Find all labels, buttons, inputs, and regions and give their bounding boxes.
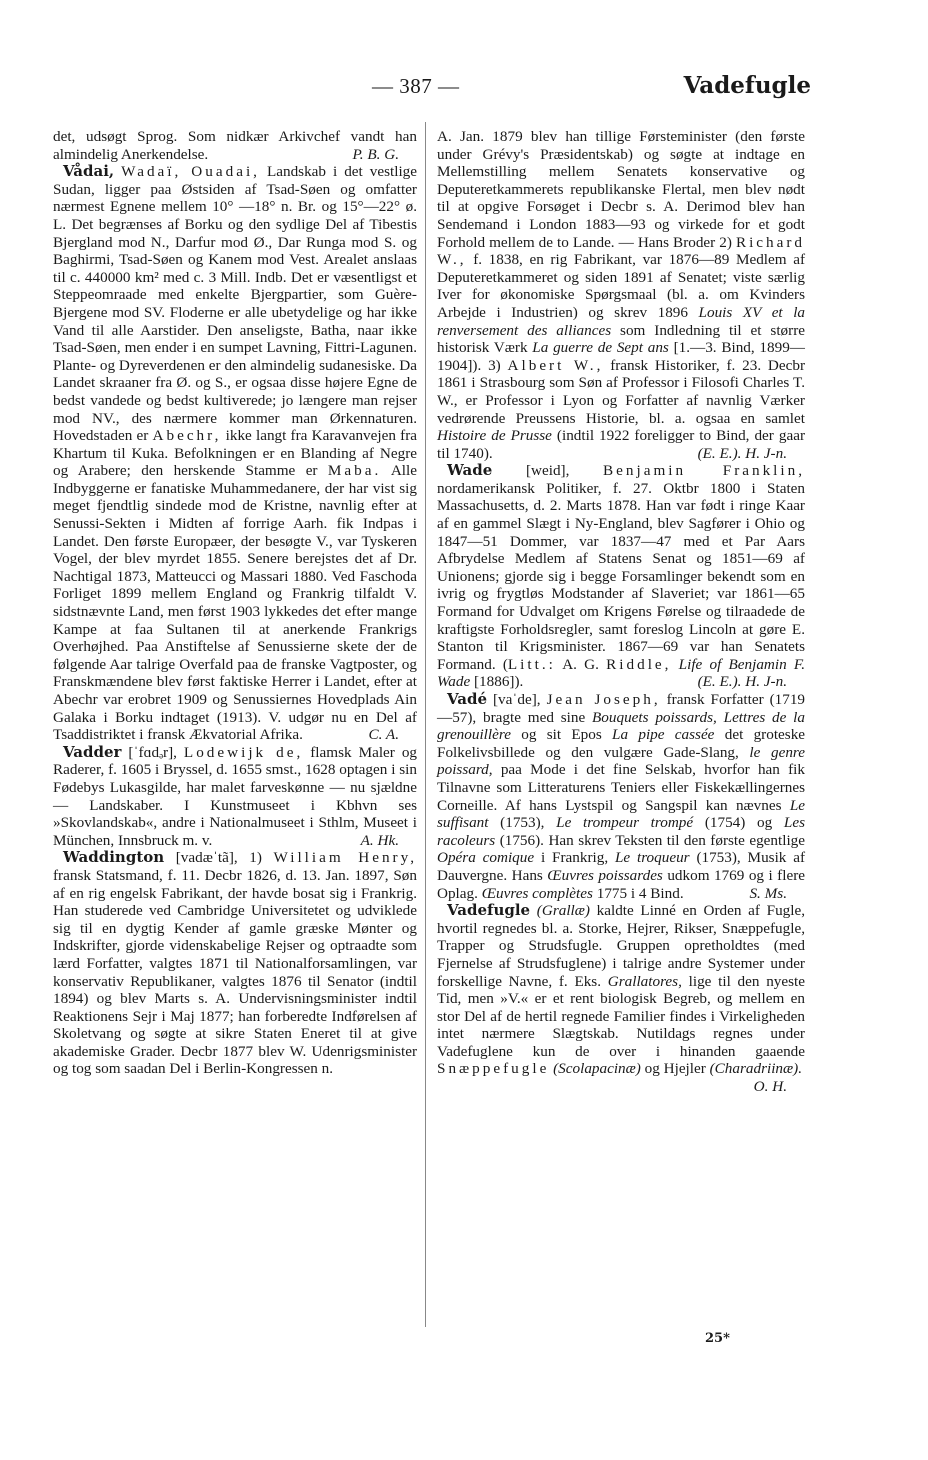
entry-continuation: det, udsøgt Sprog. Som nidkær Arkivchef vandt han almindelig Anerkendelse. P. B. G.: [53, 128, 417, 163]
left-column: [53, 128, 417, 1078]
entry-vadefugle: Vadefugle (Grallæ) kaldte Linné en Orden af Fugle, hvortil regnedes bl. a. Storke, Hejrer, Rikser, Snæppefugle, Trapper og Strudsfugle. Gruppen opretholdtes (med Fjernelse af Strudsfuglene) i talrige andre Systemer under forskellige Navne, f. Eks. Grallatores, lige til den nyeste Tid, men »V.« er et rent biologisk Begreb, og mellem en stor Del af de hertil regnede Familier findes i Virkeligheden intet nærmere Slægtskab. Nutildags regnes under Vadefuglene kun de over i hinanden gaaende Snæppefugle (Scolapacinæ) og Hjejler (Charadriinæ). O. H.: [437, 901, 806, 1096]
page-number: — 387 —: [372, 74, 460, 98]
author-signature: P. B. G.: [352, 145, 399, 163]
entry-vade: Vadé [vaˈde], Jean Joseph, fransk Forfatter (1719—57), bragte med sine Bouquets poissards, Lettres de la grenouillère og sit Epos La pipe cassée det groteske Folkelivsbillede og den vulgære Gade-Slang, le genre poissard, paa Mode i det fine Selskab, hvorfor han fik Tilnavne som Litteraturens Teniers eller Fiskekællingernes Corneille. Af hans Lystspil og Sangspil kan nævnes Le suffisant (1753), Le trompeur trompé (1754) og Les racoleurs (1756). Han skrev Teksten til den første egentlige Opéra comique i Frankrig, Le troqueur (1753), Musik af Dauvergne. Hans Œuvres poissardes udkom 1769 og i flere Oplag. Œuvres complètes 1775 i 4 Bind. S. Ms.: [437, 690, 806, 902]
entry-wade: Wade [weid], Benjamin Franklin, nordamerikansk Politiker, f. 27. Oktbr 1800 i Staten Massachusetts, d. 2. Marts 1878. Han var født i ringe Kaar af en gammel Slægt i Ny-England, blev Sagfører i Ohio og 1847—51 Dommer, var 1837—47 med et Par Aars Afbrydelse Medlem af Statens Senat og 1851—69 af Unionens; gjorde sig i begge Forsamlinger bekendt som en ivrig og frygtløs Modstander af Slaveriet; var 1861—65 Formand for Udvalget om Krigens Førelse og tilraadede de kraftigste Forholdsregler, samt foreslog Lincoln at gøre E. Stanton til Krigsminister. 1867—69 var han Senatets Formand. (Litt.: A. G. Riddle, Life of Benjamin F. Wade [1886]). (E. E.). H. J-n.: [437, 461, 806, 691]
headword: Vadder: [63, 742, 122, 761]
author-signature: S. Ms.: [749, 884, 787, 902]
entry-vadai: Vådai, Wadaï, Ouadai, Landskab i det vestlige Sudan, ligger paa Østsiden af Tsad-Søen og omfatter nærmest Egnene mellem 10° —18° n. Br. og 15°—22° ø. L. Det begrænses af Borku og den sydlige Del af Tibestis Bjergland mod N., Darfur mod Ø., Dar Runga mod S. og Baghirmi, Tsad-Søen og Kanem mod Vest. Arealet anslaas til c. 440000 km² med c. 3 Mill. Indb. Det er væsentligst et Steppeomraade med enkelte Bjergpartier, som Guère-Bjergene mod SV. Floderne er alle ubetydelige og har ikke Vand til alle Aarstider. Den anseligste, Batha, naar ikke Tsad-Søen, men ender i en sumpet Lavning, Fittri-Lagunen. Plante- og Dyreverdenen er den almindelig sudanesiske. Da Landet skraaner fra Ø. og S., er ogsaa disse højere Egne de bedst vandede og bedst kultiverede; jo længere man rejser mod NV., des nærmere kommer man Ørkennaturen. Hovedstaden er Abechr, ikke langt fra Karavanvejen fra Khartum til Kuka. Befolkningen er en Blanding af Negre og Arabere; den herskende Stamme er Maba. Alle Indbyggerne er fanatiske Muhammedanere, der har vist sig meget fjendtlig sindede mod de Kristne, navnlig efter at Senussi-Sekten i Midten af forrige Aarh. fik Indpas i Landet. Den første Europæer, der besøgte V., var Tyskeren Vogel, der blev myrdet 1855. Senere berejstes det af Dr. Nachtigal 1873, Matteucci og Massari 1880. Ved Faschoda Forliget 1899 mellem England og Frankrig tilfaldt V. sidstnævnte Land, men først 1903 lykkedes det efter mange Kampe at faa Sultanen til at anerkende Frankrigs Overhøjhed. Paa Anstiftelse af Senussierne skete der de følgende Aar talrige Overfald paa de franske Vagtposter, og Franskmændene blev først faktiske Herrer i Landet, efter at Abechr var erobret 1909 og Senussiernes Hovedplads Ain Galaka i Borku indtaget (1913). V. udgør nu en Del af Tsaddistriktet i fransk Ækvatorial Afrika. C. A.: [53, 162, 418, 744]
author-signature: A. Hk.: [360, 831, 399, 849]
author-signature: (E. E.). H. J-n.: [697, 673, 787, 691]
headword: Waddington: [63, 848, 165, 867]
page-header: [0, 70, 928, 110]
entry-vadder: Vadder [ˈfɑdₔr], Lodewijk de, flamsk Maler og Raderer, f. 1605 i Bryssel, d. 1655 smst., 1628 optagen i sin Fødebys Lukasgilde, har malet farveskønne — nu sjældne — Landskaber. I Kunstmuseet i Kbhvn ses »Skovlandskab«, andre i Nationalmuseet i Sthlm, Museet i München, Innsbruck m. v. A. Hk.: [53, 742, 418, 849]
running-head: Vadefugle: [683, 72, 811, 99]
column-divider: [425, 122, 426, 1327]
author-signature: O. H.: [753, 1078, 787, 1096]
headword: Wade: [447, 461, 493, 480]
author-signature: (E. E.). H. J-n.: [697, 444, 787, 462]
author-signature: C. A.: [368, 726, 399, 744]
headword: Vådai,: [63, 162, 115, 181]
right-column: [437, 128, 805, 1096]
signature-mark: 25*: [705, 1331, 730, 1346]
entry-waddington: Waddington [vadæˈtã], 1) William Henry, fransk Statsmand, f. 11. Decbr 1826, d. 13. Jan. 1897, Søn af en rig engelsk Fabrikant, der havde bosat sig i Frankrig. Han studerede ved Cambridge Universitetet og udviklede sig til en dygtig Kender af gamle græske Mønter og Indskrifter, gjorde videnskabelige Rejser og optraadte som lærd Forfatter, valgtes 1871 til Nationalforsamlingen, var konservativ Republikaner, valgtes 1876 til Senator (indtil 1894) og blev Marts s. A. Undervisningsminister indtil Reaktionens Sejr i Maj 1877; han forberedte Indførelsen af Skoletvang og søgte at sikre Staten Eneret til at give akademiske Grader. Decbr 1877 blev W. Udenrigsminister og tog som saadan Del i Berlin-Kongressen n.: [53, 848, 417, 1078]
headword: Vadefugle: [447, 901, 531, 920]
entry-waddington-cont: A. Jan. 1879 blev han tillige Førsteminister (den første under Grévy's Præsidentskab) og søgte at indtage en Mellemstilling mellem Senatets konservative og Deputeretkammerets republikanske Flertal, men blev nødt til at opgive Forsøget i Decbr s. A. Derimod blev han Sendemand i London 1883—93 og virkede for et godt Forhold mellem de to Lande. — Hans Broder 2) Richard W., f. 1838, en rig Fabrikant, var 1876—89 Medlem af Deputeretkammeret og siden 1891 af Senatet; viste særlig Iver for økonomiske Spørgsmaal (bl. a. om Kvinders Arbejde i Industrien) og skrev 1896 Louis XV et la renversement des alliances som Indledning til et større historisk Værk La guerre de Sept ans [1.—3. Bind, 1899—1904]). 3) Albert W., fransk Historiker, f. 23. Decbr 1861 i Strasbourg som Søn af Professor i Filosofi Charles T. W., er Professor i Lyon og Forfatter af navnlig Værker vedrørende Preussens Historie, bl. a. ogsaa en samlet Histoire de Prusse (indtil 1922 foreligger to Bind, der gaar til 1740). (E. E.). H. J-n.: [437, 128, 806, 462]
headword: Vadé: [447, 690, 488, 708]
